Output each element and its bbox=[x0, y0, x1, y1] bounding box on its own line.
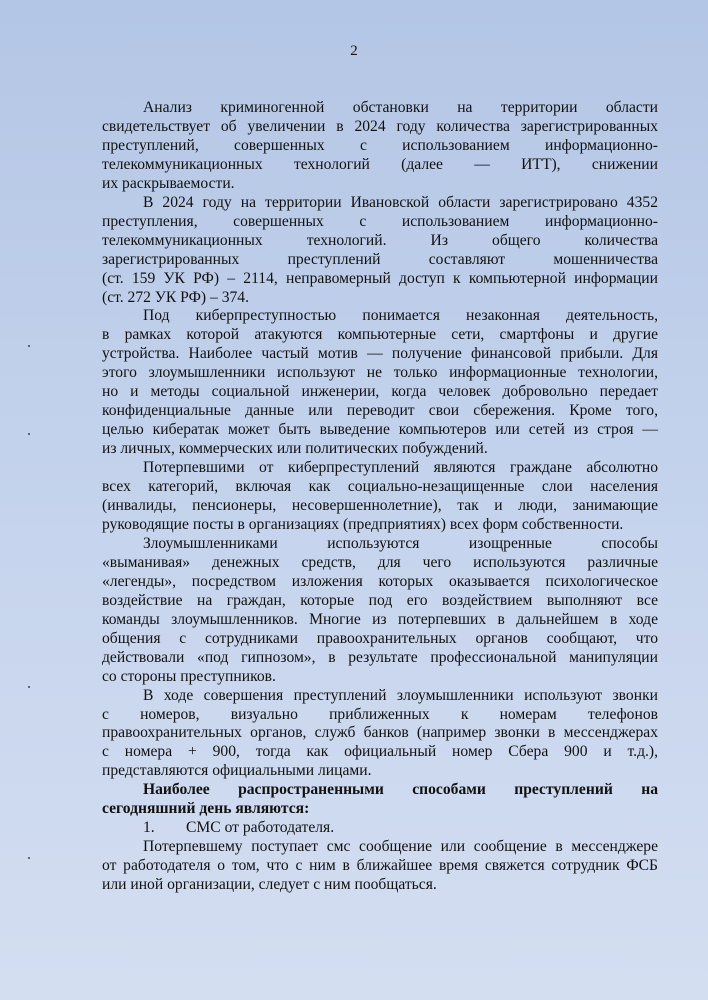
text-line: всех категорий, включая как социально-незащищенные слои населения bbox=[102, 478, 658, 496]
text-line: со стороны преступников. bbox=[102, 667, 276, 685]
document-body bbox=[102, 99, 658, 895]
text-line: «легенды», посредством изложения которых оказывается психологическое bbox=[102, 572, 658, 590]
text-line: (инвалиды, пенсионеры, несовершеннолетние), так и люди, занимающие bbox=[102, 497, 658, 515]
text-line: конфиденциальные данные или переводит свои сбережения. Кроме того, bbox=[102, 402, 658, 420]
text-line: устройства. Наиболее частый мотив — получение финансовой прибыли. Для bbox=[102, 345, 658, 363]
text-line: их раскрываемости. bbox=[102, 174, 235, 192]
section-heading: сегодняшний день являются: bbox=[102, 800, 310, 818]
text-line: или иной организации, следует с ним пообщаться. bbox=[102, 876, 437, 894]
text-line: Анализ криминогенной обстановки на территории области bbox=[143, 99, 658, 116]
text-line: Под киберпреступностью понимается незаконная деятельность, bbox=[143, 307, 658, 325]
numbered-item bbox=[102, 819, 658, 838]
text-line: воздействие на граждан, которые под его воздействием выполняют все bbox=[102, 591, 658, 609]
text-line: телекоммуникационных технологий. Из общего количества bbox=[102, 231, 658, 249]
text-line: телекоммуникационных технологий (далее — ИТТ), снижении bbox=[102, 155, 658, 173]
text-line: команды злоумышленников. Многие из потерпевших в дальнейшем в ходе bbox=[102, 610, 658, 628]
text-line: В ходе совершения преступлений злоумышленники используют звонки bbox=[143, 686, 658, 704]
text-line: свидетельствует об увеличении в 2024 году количества зарегистрированных bbox=[102, 117, 658, 135]
text-line: из личных, коммерческих или политических побуждений. bbox=[102, 440, 488, 458]
text-line: Потерпевшему поступает смс сообщение или сообщение в мессенджере bbox=[143, 838, 658, 856]
margin-mark bbox=[28, 686, 30, 688]
section-heading: Наиболее распространенными способами преступлений на bbox=[143, 781, 658, 799]
text-line: с номеров, визуально приближенных к номерам телефонов bbox=[102, 705, 658, 723]
text-line: правоохранительных органов, служб банков (например звонки в мессенджерах bbox=[102, 724, 658, 742]
text-line: Злоумышленниками используются изощренные способы bbox=[143, 534, 658, 552]
text-line: с номера + 900, тогда как официальный номер Сбера 900 и т.д.), bbox=[102, 743, 658, 761]
text-line: действовали «под гипнозом», в результате профессиональной манипуляции bbox=[102, 648, 658, 666]
text-line: В 2024 году на территории Ивановской области зарегистрировано 4352 bbox=[143, 193, 658, 211]
margin-mark bbox=[28, 433, 30, 435]
item-number: 1. bbox=[143, 819, 155, 837]
text-line: этого злоумышленники используют не только информационные технологии, bbox=[102, 364, 658, 382]
text-line: преступлений, совершенных с использованием информационно- bbox=[102, 136, 658, 154]
text-line: от работодателя о том, что с ним в ближайшее время свяжется сотрудник ФСБ bbox=[102, 857, 658, 875]
text-line: Потерпевшими от киберпреступлений являются граждане абсолютно bbox=[143, 459, 658, 477]
page-number: 2 bbox=[350, 43, 358, 59]
text-line: общения с сотрудниками правоохранительных органов сообщают, что bbox=[102, 629, 658, 647]
margin-mark bbox=[28, 857, 30, 859]
text-line: в рамках которой атакуются компьютерные сети, смартфоны и другие bbox=[102, 326, 658, 344]
text-line: «выманивая» денежных средств, для чего используются различные bbox=[102, 553, 658, 571]
text-line: представляются официальными лицами. bbox=[102, 762, 372, 780]
margin-mark bbox=[28, 345, 30, 347]
text-line: руководящие посты в организациях (предприятиях) всех форм собственности. bbox=[102, 515, 624, 533]
text-line: зарегистрированных преступлений составляют мошенничества bbox=[102, 250, 658, 268]
item-text: СМС от работодателя. bbox=[186, 819, 335, 837]
text-line: (ст. 272 УК РФ) – 374. bbox=[102, 288, 249, 306]
text-line: но и методы социальной инженерии, когда человек добровольно передает bbox=[102, 383, 658, 401]
text-line: целью кибератак может быть выведение компьютеров или сетей из строя — bbox=[102, 421, 658, 439]
text-line: (ст. 159 УК РФ) – 2114, неправомерный доступ к компьютерной информации bbox=[102, 269, 658, 287]
text-line: преступления, совершенных с использованием информационно- bbox=[102, 212, 658, 230]
